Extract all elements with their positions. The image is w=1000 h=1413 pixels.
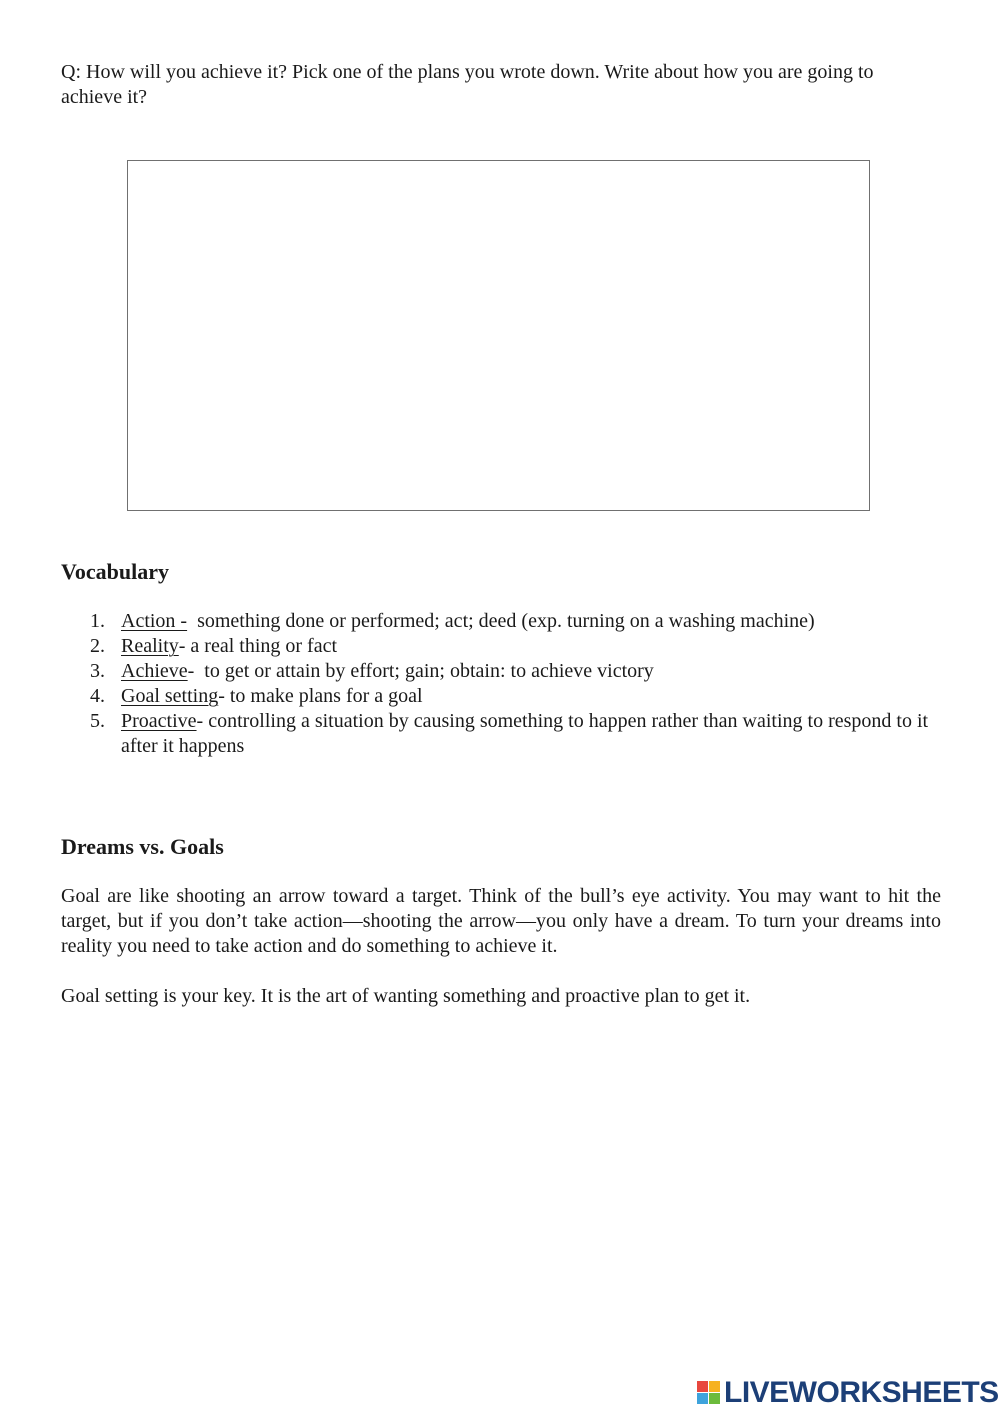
- dreams-paragraph: Goal are like shooting an arrow toward a target. Think of the bull’s eye activity. You may want to hit the target, but if you don’t take action—shooting the arrow—you only have a dream. To turn your dreams into reality you need to take action and do something to achieve it.: [61, 885, 941, 957]
- vocabulary-term: Proactive: [121, 710, 197, 732]
- vocabulary-item: [61, 609, 931, 634]
- question-text: Q: How will you achieve it? Pick one of the plans you wrote down. Write about how you are going to achieve it?: [61, 61, 874, 108]
- logo-square-red: [697, 1381, 708, 1392]
- goal-setting-paragraph: Goal setting is your key. It is the art of wanting something and proactive plan to get it.: [61, 985, 751, 1007]
- logo-text: LIVEWORKSHEETS: [724, 1376, 999, 1409]
- vocabulary-term: Reality: [121, 635, 179, 657]
- vocabulary-term: Action -: [121, 610, 188, 632]
- vocabulary-term: Goal setting: [121, 685, 219, 707]
- vocabulary-definition: - a real thing or fact: [178, 635, 338, 657]
- answer-textbox[interactable]: [127, 160, 870, 511]
- item-number: 1.: [90, 610, 105, 632]
- logo-square-yellow: [709, 1381, 720, 1392]
- vocabulary-item: [61, 659, 931, 684]
- item-number: 5.: [90, 710, 105, 732]
- vocabulary-item: [61, 634, 931, 659]
- vocabulary-term: Achieve: [121, 660, 188, 682]
- logo-square-blue: [697, 1393, 708, 1404]
- vocabulary-heading: Vocabulary: [61, 559, 169, 584]
- vocabulary-definition: - controlling a situation by causing something to happen rather than waiting to respond to it after it happens: [121, 710, 934, 757]
- item-number: 4.: [90, 685, 105, 707]
- dreams-vs-goals-heading: Dreams vs. Goals: [61, 834, 224, 859]
- logo-square-green: [709, 1393, 720, 1404]
- vocabulary-definition: - to make plans for a goal: [218, 685, 423, 707]
- liveworksheets-logo: [697, 1378, 999, 1408]
- vocabulary-item: [61, 684, 931, 709]
- logo-mark-icon: [697, 1381, 721, 1405]
- vocabulary-item: [61, 709, 934, 759]
- vocabulary-list: [61, 609, 934, 759]
- item-number: 3.: [90, 660, 105, 682]
- vocabulary-definition: - to get or attain by effort; gain; obtain: to achieve victory: [187, 660, 654, 682]
- vocabulary-definition: something done or performed; act; deed (exp. turning on a washing machine): [187, 610, 815, 632]
- item-number: 2.: [90, 635, 105, 657]
